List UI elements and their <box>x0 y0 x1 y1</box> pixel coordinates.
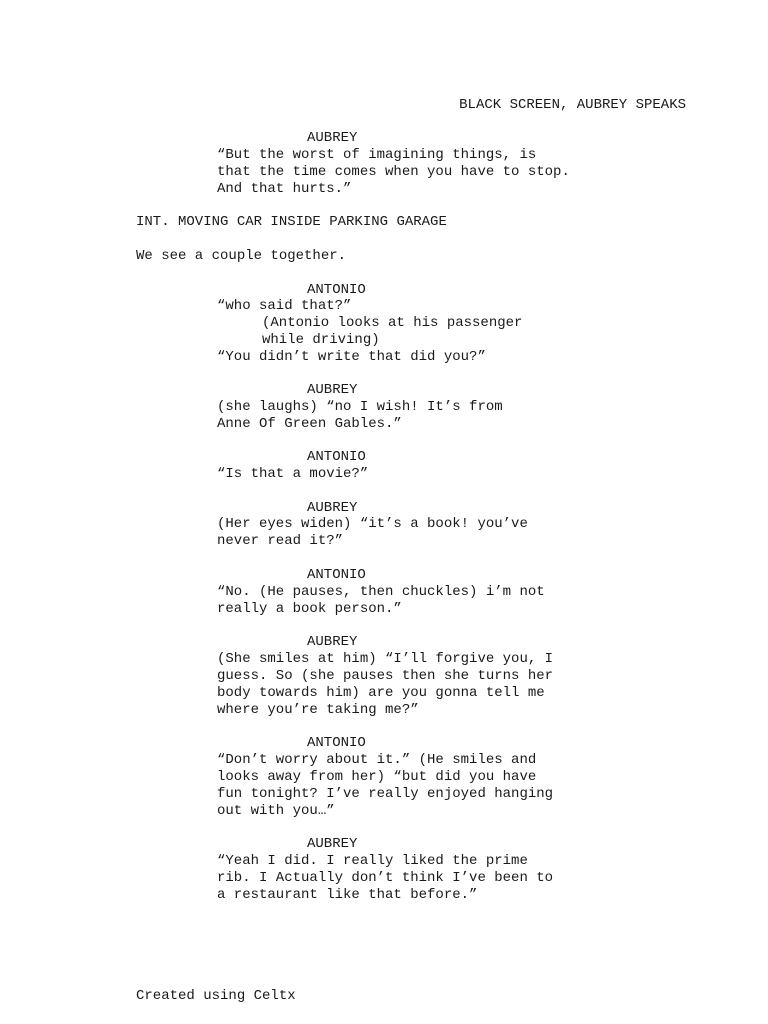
dialogue: “Don’t worry about it.” (He smiles and looks away from her) “but did you have fun tonight? I’ve really enjoyed hanging out with you…” <box>217 752 554 819</box>
character-name: ANTONIO <box>307 282 366 298</box>
character-name: AUBREY <box>307 500 358 516</box>
character-name: ANTONIO <box>307 567 366 583</box>
dialogue: “who said that?” <box>217 298 352 314</box>
character-name: AUBREY <box>307 382 358 398</box>
action-line: We see a couple together. <box>136 248 347 264</box>
transition: BLACK SCREEN, AUBREY SPEAKS <box>459 97 686 113</box>
character-name: ANTONIO <box>307 735 366 751</box>
dialogue: “No. (He pauses, then chuckles) i’m not really a book person.” <box>217 584 545 617</box>
character-name: ANTONIO <box>307 449 366 465</box>
character-name: AUBREY <box>307 836 358 852</box>
scene-heading: INT. MOVING CAR INSIDE PARKING GARAGE <box>136 214 447 230</box>
character-name: AUBREY <box>307 130 358 146</box>
dialogue: “But the worst of imagining things, is that the time comes when you have to stop. And that hurts.” <box>217 147 570 197</box>
dialogue: “Is that a movie?” <box>217 466 369 482</box>
character-name: AUBREY <box>307 634 358 650</box>
dialogue: (She smiles at him) “I’ll forgive you, I guess. So (she pauses then she turns her body towards him) are you gonna tell me where you’re taking me?” <box>217 651 554 718</box>
parenthetical: (Antonio looks at his passenger while driving) <box>262 315 523 348</box>
dialogue: (she laughs) “no I wish! It’s from Anne Of Green Gables.” <box>217 399 503 432</box>
dialogue: “You didn’t write that did you?” <box>217 349 486 365</box>
dialogue: “Yeah I did. I really liked the prime rib. I Actually don’t think I’ve been to a restaurant like that before.” <box>217 853 554 903</box>
footer-credit: Created using Celtx <box>136 988 296 1004</box>
dialogue: (Her eyes widen) “it’s a book! you’ve never read it?” <box>217 516 528 549</box>
